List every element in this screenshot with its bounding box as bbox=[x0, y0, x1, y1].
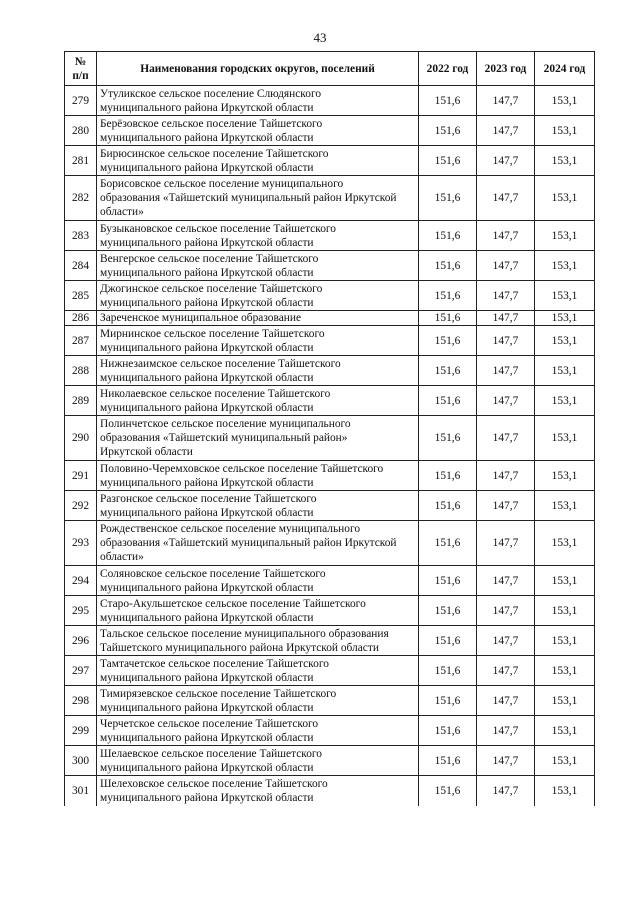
row-number: 292 bbox=[65, 491, 97, 521]
value-2023: 147,7 bbox=[477, 86, 535, 116]
settlement-name-line: образования «Тайшетский муниципальный район Иркутской bbox=[100, 192, 397, 204]
settlement-name bbox=[97, 326, 419, 356]
header-number-line2: п/п bbox=[72, 69, 89, 82]
value-2023: 147,7 bbox=[477, 491, 535, 521]
table-row bbox=[65, 356, 595, 386]
row-number: 288 bbox=[65, 356, 97, 386]
value-2023: 147,7 bbox=[477, 596, 535, 626]
settlement-name-line: муниципального района Иркутской области bbox=[100, 701, 314, 714]
value-2023: 147,7 bbox=[477, 146, 535, 176]
value-2024: 153,1 bbox=[535, 221, 595, 251]
row-number: 282 bbox=[65, 176, 97, 221]
settlement-name-line: Зареченское муниципальное образование bbox=[100, 312, 302, 324]
value-2024: 153,1 bbox=[535, 386, 595, 416]
settlement-name-line: муниципального района Иркутской области bbox=[100, 731, 314, 744]
value-2022: 151,6 bbox=[419, 281, 477, 311]
settlement-name bbox=[97, 521, 419, 566]
value-2023: 147,7 bbox=[477, 716, 535, 746]
row-number: 281 bbox=[65, 146, 97, 176]
settlement-name-line: муниципального района Иркутской области bbox=[100, 341, 314, 354]
settlement-name-line: Соляновское сельское поселение Тайшетского bbox=[100, 567, 326, 580]
value-2022: 151,6 bbox=[419, 746, 477, 776]
value-2024: 153,1 bbox=[535, 461, 595, 491]
value-2024: 153,1 bbox=[535, 746, 595, 776]
value-2022: 151,6 bbox=[419, 416, 477, 461]
value-2024: 153,1 bbox=[535, 146, 595, 176]
table-row bbox=[65, 491, 595, 521]
value-2024: 153,1 bbox=[535, 86, 595, 116]
settlement-name-line: муниципального района Иркутской области bbox=[100, 101, 314, 114]
settlement-name-line: Бузыкановское сельское поселение Тайшетского bbox=[100, 222, 336, 235]
settlement-name bbox=[97, 416, 419, 461]
header-number-line1: № bbox=[74, 55, 87, 68]
settlement-name-line: Джогинское сельское поселение Тайшетского bbox=[100, 282, 323, 295]
value-2023: 147,7 bbox=[477, 746, 535, 776]
settlement-name bbox=[97, 116, 419, 146]
value-2022: 151,6 bbox=[419, 116, 477, 146]
value-2024: 153,1 bbox=[535, 416, 595, 461]
settlement-name-line: Шелеховское сельское поселение Тайшетского bbox=[100, 777, 328, 790]
table-row bbox=[65, 311, 595, 326]
value-2024: 153,1 bbox=[535, 311, 595, 326]
value-2024: 153,1 bbox=[535, 716, 595, 746]
table-row bbox=[65, 626, 595, 656]
settlement-name-line: Нижнезаимское сельское поселение Тайшетского bbox=[100, 357, 341, 370]
settlement-name bbox=[97, 281, 419, 311]
value-2022: 151,6 bbox=[419, 686, 477, 716]
settlement-name bbox=[97, 686, 419, 716]
settlement-name-line: муниципального района Иркутской области bbox=[100, 611, 314, 624]
value-2024: 153,1 bbox=[535, 326, 595, 356]
value-2022: 151,6 bbox=[419, 566, 477, 596]
value-2022: 151,6 bbox=[419, 596, 477, 626]
value-2022: 151,6 bbox=[419, 221, 477, 251]
value-2023: 147,7 bbox=[477, 566, 535, 596]
table-row bbox=[65, 86, 595, 116]
value-2023: 147,7 bbox=[477, 221, 535, 251]
value-2023: 147,7 bbox=[477, 311, 535, 326]
settlement-name bbox=[97, 176, 419, 221]
settlement-name-line: муниципального района Иркутской области bbox=[100, 296, 314, 309]
value-2023: 147,7 bbox=[477, 251, 535, 281]
table-row bbox=[65, 776, 595, 806]
header-name: Наименования городских округов, поселений bbox=[97, 52, 419, 86]
row-number: 295 bbox=[65, 596, 97, 626]
settlement-name bbox=[97, 461, 419, 491]
value-2022: 151,6 bbox=[419, 626, 477, 656]
settlement-name-line: Николаевское сельское поселение Тайшетского bbox=[100, 387, 331, 400]
row-number: 298 bbox=[65, 686, 97, 716]
settlement-name bbox=[97, 491, 419, 521]
value-2023: 147,7 bbox=[477, 326, 535, 356]
value-2024: 153,1 bbox=[535, 521, 595, 566]
settlement-name-line: Шелаевское сельское поселение Тайшетского bbox=[100, 747, 322, 760]
row-number: 297 bbox=[65, 656, 97, 686]
row-number: 291 bbox=[65, 461, 97, 491]
value-2024: 153,1 bbox=[535, 656, 595, 686]
value-2022: 151,6 bbox=[419, 461, 477, 491]
row-number: 283 bbox=[65, 221, 97, 251]
table-row bbox=[65, 596, 595, 626]
row-number: 279 bbox=[65, 86, 97, 116]
value-2023: 147,7 bbox=[477, 176, 535, 221]
settlement-name bbox=[97, 86, 419, 116]
table-row bbox=[65, 521, 595, 566]
settlement-name-line: муниципального района Иркутской области bbox=[100, 371, 314, 384]
settlement-name-line: муниципального района Иркутской области bbox=[100, 161, 314, 174]
settlement-name-line: Тальское сельское поселение муниципального образования bbox=[100, 627, 389, 640]
value-2023: 147,7 bbox=[477, 686, 535, 716]
row-number: 294 bbox=[65, 566, 97, 596]
value-2022: 151,6 bbox=[419, 521, 477, 566]
table-row bbox=[65, 566, 595, 596]
settlement-name-line: Черчетское сельское поселение Тайшетского bbox=[100, 717, 319, 730]
table-row bbox=[65, 281, 595, 311]
settlement-name-line: Тимирязевское сельское поселение Тайшетского bbox=[100, 687, 337, 700]
row-number: 280 bbox=[65, 116, 97, 146]
value-2022: 151,6 bbox=[419, 311, 477, 326]
header-2022: 2022 год bbox=[419, 52, 477, 86]
value-2024: 153,1 bbox=[535, 776, 595, 806]
value-2022: 151,6 bbox=[419, 776, 477, 806]
settlement-name bbox=[97, 221, 419, 251]
value-2023: 147,7 bbox=[477, 776, 535, 806]
value-2022: 151,6 bbox=[419, 251, 477, 281]
value-2023: 147,7 bbox=[477, 281, 535, 311]
value-2023: 147,7 bbox=[477, 626, 535, 656]
value-2022: 151,6 bbox=[419, 386, 477, 416]
value-2022: 151,6 bbox=[419, 356, 477, 386]
settlement-name-line: Тамтачетское сельское поселение Тайшетского bbox=[100, 657, 329, 670]
row-number: 284 bbox=[65, 251, 97, 281]
settlement-name-line: муниципального района Иркутской области bbox=[100, 791, 314, 804]
value-2024: 153,1 bbox=[535, 596, 595, 626]
row-number: 293 bbox=[65, 521, 97, 566]
settlement-name-line: муниципального района Иркутской области bbox=[100, 581, 314, 594]
settlement-name-line: Разгонское сельское поселение Тайшетского bbox=[100, 492, 317, 505]
settlement-name bbox=[97, 656, 419, 686]
row-number: 296 bbox=[65, 626, 97, 656]
row-number: 299 bbox=[65, 716, 97, 746]
settlement-name bbox=[97, 626, 419, 656]
value-2023: 147,7 bbox=[477, 386, 535, 416]
value-2024: 153,1 bbox=[535, 251, 595, 281]
row-number: 290 bbox=[65, 416, 97, 461]
table-row bbox=[65, 326, 595, 356]
data-table bbox=[64, 51, 595, 806]
settlement-name-line: муниципального района Иркутской области bbox=[100, 236, 314, 249]
page-number: 43 bbox=[313, 30, 327, 45]
settlement-name-line: Мирнинское сельское поселение Тайшетского bbox=[100, 327, 325, 340]
settlement-name-line: муниципального района Иркутской области bbox=[100, 761, 314, 774]
settlement-name bbox=[97, 356, 419, 386]
row-number: 300 bbox=[65, 746, 97, 776]
settlement-name bbox=[97, 716, 419, 746]
value-2023: 147,7 bbox=[477, 416, 535, 461]
value-2023: 147,7 bbox=[477, 656, 535, 686]
table-body bbox=[65, 86, 595, 806]
settlement-name bbox=[97, 386, 419, 416]
value-2022: 151,6 bbox=[419, 716, 477, 746]
value-2023: 147,7 bbox=[477, 521, 535, 566]
table-row bbox=[65, 686, 595, 716]
settlement-name-line: муниципального района Иркутской области bbox=[100, 506, 314, 519]
settlement-name-line: муниципального района Иркутской области bbox=[100, 476, 314, 489]
settlement-name-line: муниципального района Иркутской области bbox=[100, 266, 314, 279]
header-2024: 2024 год bbox=[535, 52, 595, 86]
settlement-name-line: Иркутской области bbox=[100, 446, 193, 458]
table-row bbox=[65, 221, 595, 251]
settlement-name-line: муниципального района Иркутской области bbox=[100, 131, 314, 144]
settlement-name-line: муниципального района Иркутской области bbox=[100, 401, 314, 414]
settlement-name-line: Борисовское сельское поселение муниципального bbox=[100, 178, 344, 190]
settlement-name-line: образования «Тайшетский муниципальный район Иркутской bbox=[100, 537, 397, 549]
table-row bbox=[65, 716, 595, 746]
settlement-name bbox=[97, 311, 419, 326]
value-2024: 153,1 bbox=[535, 566, 595, 596]
value-2023: 147,7 bbox=[477, 116, 535, 146]
value-2022: 151,6 bbox=[419, 176, 477, 221]
table-header-row bbox=[65, 52, 595, 86]
row-number: 289 bbox=[65, 386, 97, 416]
settlement-name bbox=[97, 746, 419, 776]
table-row bbox=[65, 416, 595, 461]
table-row bbox=[65, 656, 595, 686]
settlement-name bbox=[97, 776, 419, 806]
table-row bbox=[65, 746, 595, 776]
value-2024: 153,1 bbox=[535, 116, 595, 146]
settlement-name-line: Тайшетского муниципального района Иркутской области bbox=[100, 641, 379, 654]
table-row bbox=[65, 386, 595, 416]
settlement-name-line: Рождественское сельское поселение муниципального bbox=[100, 523, 361, 535]
settlement-name-line: Утуликское сельское поселение Слюдянского bbox=[100, 87, 322, 100]
value-2022: 151,6 bbox=[419, 491, 477, 521]
value-2022: 151,6 bbox=[419, 326, 477, 356]
settlement-name-line: Берёзовское сельское поселение Тайшетского bbox=[100, 117, 323, 130]
row-number: 285 bbox=[65, 281, 97, 311]
value-2022: 151,6 bbox=[419, 146, 477, 176]
value-2024: 153,1 bbox=[535, 626, 595, 656]
table-row bbox=[65, 251, 595, 281]
value-2024: 153,1 bbox=[535, 356, 595, 386]
value-2024: 153,1 bbox=[535, 686, 595, 716]
header-number bbox=[65, 52, 97, 86]
settlement-name-line: образования «Тайшетский муниципальный район» bbox=[100, 432, 348, 444]
value-2022: 151,6 bbox=[419, 86, 477, 116]
row-number: 286 bbox=[65, 311, 97, 326]
table-row bbox=[65, 461, 595, 491]
settlement-name-line: Полинчетское сельское поселение муниципального bbox=[100, 418, 351, 430]
settlement-name-line: Венгерское сельское поселение Тайшетского bbox=[100, 252, 319, 265]
table-row bbox=[65, 116, 595, 146]
table-row bbox=[65, 146, 595, 176]
settlement-name-line: области» bbox=[100, 206, 144, 218]
value-2024: 153,1 bbox=[535, 491, 595, 521]
settlement-name bbox=[97, 251, 419, 281]
settlement-name bbox=[97, 566, 419, 596]
settlement-name-line: области» bbox=[100, 551, 144, 563]
settlement-name-line: муниципального района Иркутской области bbox=[100, 671, 314, 684]
settlement-name bbox=[97, 146, 419, 176]
settlement-name bbox=[97, 596, 419, 626]
value-2023: 147,7 bbox=[477, 461, 535, 491]
header-2023: 2023 год bbox=[477, 52, 535, 86]
settlement-name-line: Половино-Черемховское сельское поселение Тайшетского bbox=[100, 462, 384, 475]
value-2024: 153,1 bbox=[535, 176, 595, 221]
row-number: 301 bbox=[65, 776, 97, 806]
settlement-name-line: Старо-Акульшетское сельское поселение Тайшетского bbox=[100, 597, 366, 610]
settlement-name-line: Бирюсинское сельское поселение Тайшетского bbox=[100, 147, 329, 160]
value-2022: 151,6 bbox=[419, 656, 477, 686]
value-2024: 153,1 bbox=[535, 281, 595, 311]
value-2023: 147,7 bbox=[477, 356, 535, 386]
table-row bbox=[65, 176, 595, 221]
row-number: 287 bbox=[65, 326, 97, 356]
